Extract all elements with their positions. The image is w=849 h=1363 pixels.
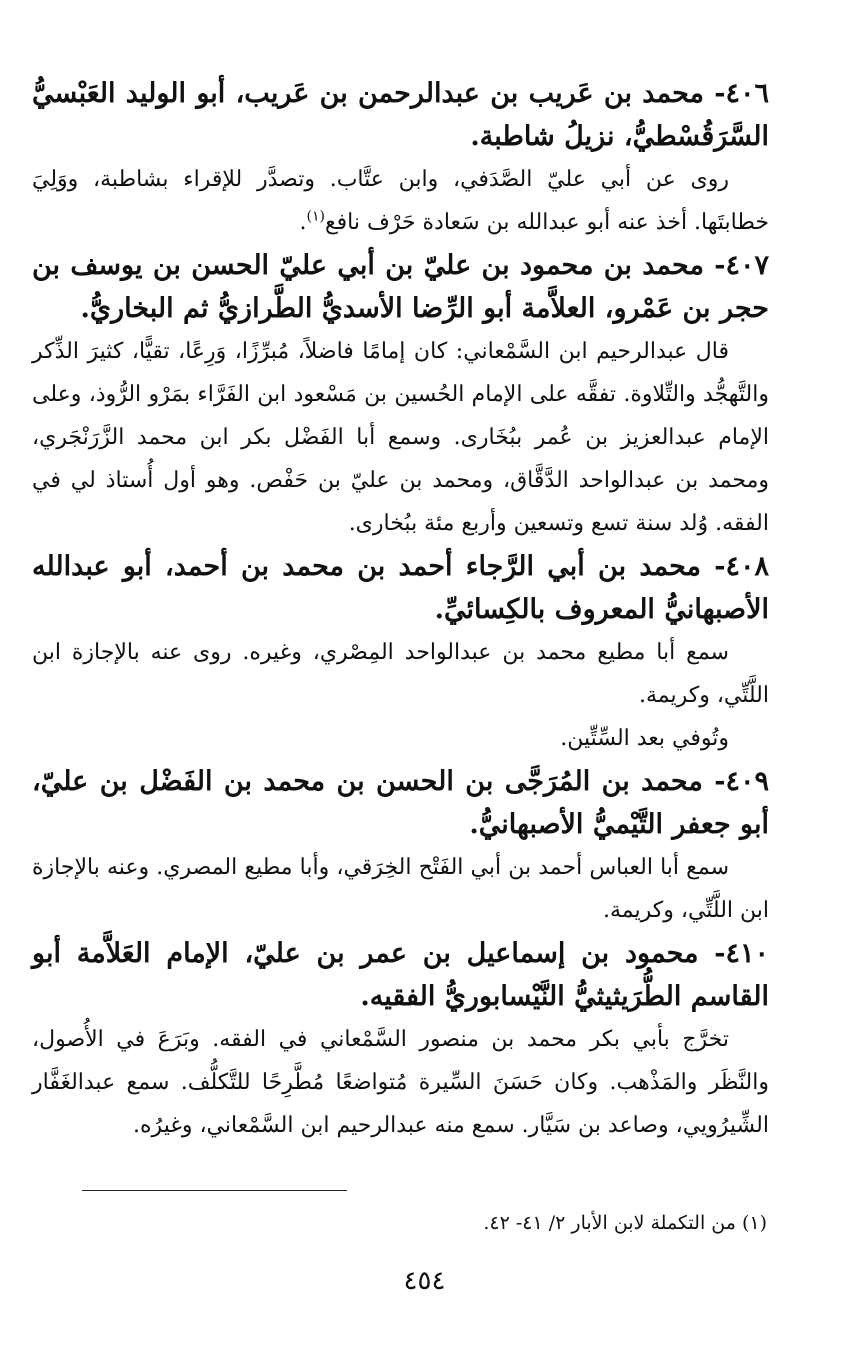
entry-heading-410: ٤١٠- محمود بن إسماعيل بن عمر بن عليّ، الإمام العَلاَّمة أبو القاسم الطُّرَيثيثيُّ النَّيْسابوريُّ الفقيه. (32, 938, 769, 1012)
entry-text-408-death: وتُوفي بعد السِّتِّين. (560, 726, 729, 751)
entry-text-406-end: . (299, 210, 307, 235)
footnote-separator (82, 1190, 347, 1191)
entry-text-406 (32, 158, 769, 244)
entry-heading-409: ٤٠٩- محمد بن المُرَجَّى بن الحسن بن محمد بن الفَضْل بن عليّ، أبو جعفر التَّيْميُّ الأصبهانيُّ. (32, 766, 769, 840)
entry-heading-406: ٤٠٦- محمد بن عَريب بن عبدالرحمن بن عَريب، أبو الوليد العَبْسيُّ السَّرَقُسْطيُّ، نزيلُ شاطبة. (32, 78, 769, 152)
entry-text-406-body: روى عن أبي عليّ الصَّدَفي، وابن عتَّاب. وتصدَّر للإقراء بشاطبة، ووَلِيَ خطابتَها. أخذ عنه أبو عبدالله بن سَعادة حَرْف نافع (32, 167, 769, 235)
entry-text-408: سمع أبا مطيع محمد بن عبدالواحد المِصْري، وغيره. روى عنه بالإجازة ابن اللَّتِّي، وكريمة. (32, 640, 769, 708)
entry-text-407: قال عبدالرحيم ابن السَّمْعاني: كان إمامًا فاضلاً، مُبرِّزًا، وَرِعًا، تقيًّا، كثيرَ الذِّكر والتَّهجُّد والتِّلاوة. تفقَّه على الإمام الحُسين بن مَسْعود ابن الفَرَّاء بمَرْو الرُّوذ، وعلى الإمام عبدالعزيز بن عُمر ببُخَارى. وسمع أبا الفَضْل بكر ابن محمد الزَّرَنْجَري، ومحمد بن عبدالواحد الدَّقَّاق، ومحمد بن عليّ بن حَفْص. وهو أول أُستاذ لي في الفقه. وُلد سنة تسع وتسعين وأربع مئة ببُخارى. (32, 339, 769, 536)
page-number: ٤٥٤ (403, 1266, 446, 1296)
entry-heading-407: ٤٠٧- محمد بن محمود بن عليّ بن أبي عليّ الحسن بن يوسف بن حجر بن عَمْرو، العلاَّمة أبو الرِّضا الأسديُّ الطَّرازيُّ ثم البخاريُّ. (32, 250, 769, 324)
entry-text-410: تخرَّج بأبي بكر محمد بن منصور السَّمْعاني في الفقه. وبَرَعَ في الأُصول، والنَّظَر والمَذْهب. وكان حَسَنَ السِّيرة مُتواضعًا مُطَّرِحًا للتَّكلُّف. سمع عبدالغَفَّار الشِّيرُويي، وصاعد بن سَيَّار. سمع منه عبدالرحيم ابن السَّمْعاني، وغيرُه. (32, 1027, 769, 1138)
footnote: (١) من التكملة لابن الأبار ٢/ ٤١- ٤٢. (483, 1212, 767, 1234)
entry-heading-408: ٤٠٨- محمد بن أبي الرَّجاء أحمد بن محمد بن أحمد، أبو عبدالله الأصبهانيُّ المعروف بالكِسائيِّ. (32, 551, 769, 625)
entry-text-409: سمع أبا العباس أحمد بن أبي الفَتْح الخِرَقي، وأبا مطيع المصري. وعنه بالإجازة ابن اللَّتِّي، وكريمة. (32, 855, 769, 923)
footnote-marker: (١) (306, 208, 325, 225)
